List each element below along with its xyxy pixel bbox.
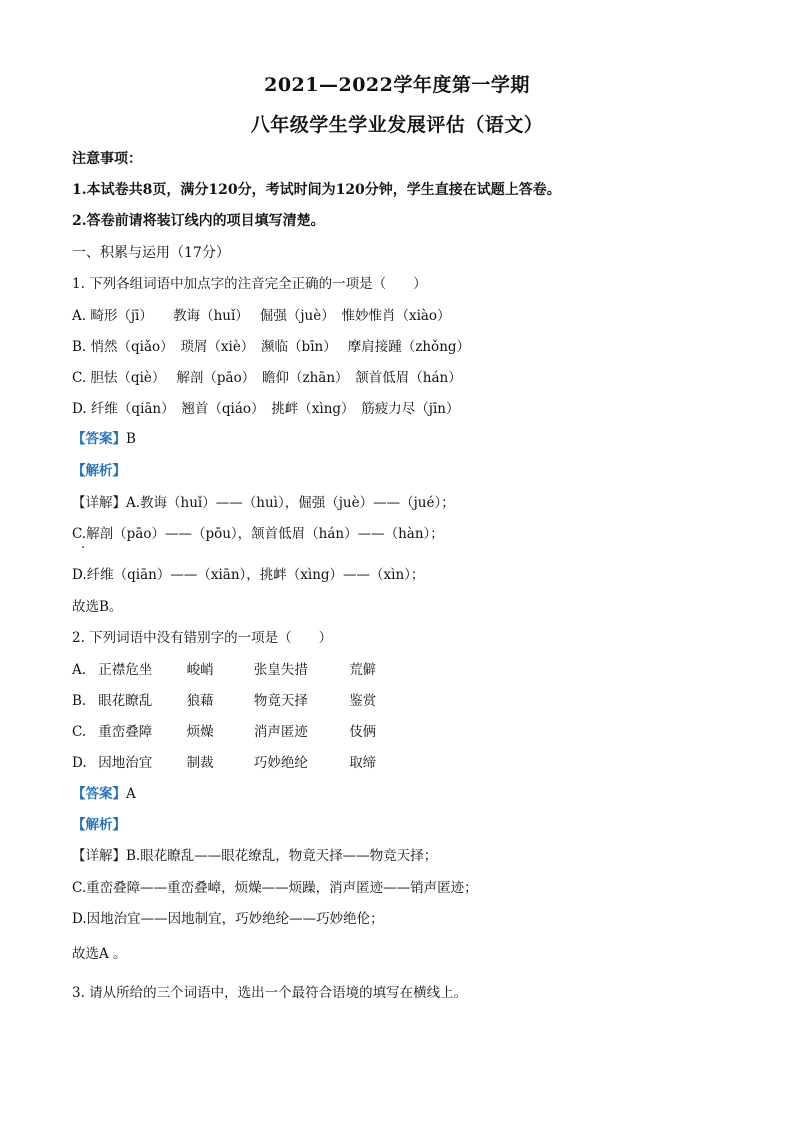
option-word: 峻峭 — [186, 662, 214, 678]
option-a: A. 畸形（jī） 教诲（huǐ） 倔强（juè） 惟妙惟肖（xiào） — [72, 308, 451, 324]
analysis-line — [72, 462, 126, 480]
option-letter: A. — [72, 662, 87, 678]
exam-subtitle: 八年级学生学业发展评估（语文） — [250, 114, 544, 136]
detail-text: A.教诲（huǐ）——（huì），倔强（juè）——（jué）； — [126, 495, 455, 511]
exam-title: 2021—2022学年度第一学期 — [264, 74, 530, 96]
answer-value: B — [126, 431, 136, 447]
option-d — [72, 754, 376, 772]
analysis-line — [72, 816, 126, 834]
option-word: 烦燥 — [186, 724, 214, 740]
answer-line — [72, 785, 136, 803]
option-word: 狼藉 — [186, 693, 214, 709]
conclusion: 故选A 。 — [72, 946, 127, 962]
detail-line — [72, 847, 437, 865]
conclusion: 故选B。 — [72, 599, 123, 615]
detail-text: B.眼花瞭乱——眼花缭乱，物竟天择——物竞天择； — [126, 848, 438, 864]
notice-item: 2.答卷前请将装订线内的项目填写清楚。 — [72, 213, 325, 229]
option-word: 物竟天择 — [253, 693, 308, 709]
question-stem: 1. 下列各组词语中加点字的注音完全正确的一项是（ ） — [72, 276, 427, 292]
option-word: 消声匿迹 — [253, 724, 308, 740]
analysis-tag: 【解析】 — [72, 817, 126, 833]
option-d: D. 纤维（qiān） 翘首（qiáo） 挑衅（xìng） 筋疲力尽（jīn） — [72, 401, 460, 417]
option-word: 制裁 — [186, 755, 214, 771]
notice-item: 1.本试卷共8页，满分120分，考试时间为120分钟，学生直接在试题上答卷。 — [72, 182, 561, 198]
option-word: 眼花瞭乱 — [98, 693, 153, 709]
detail-tag: 【详解】 — [72, 495, 126, 511]
option-b — [72, 692, 376, 710]
detail-line: C.解剖（pāo）——（pōu），颔首低眉（hán）——（hàn）； — [72, 526, 444, 542]
option-word: 因地治宜 — [98, 755, 153, 771]
option-letter: B. — [72, 693, 87, 709]
detail-tag: 【详解】 — [72, 848, 126, 864]
option-letter: D. — [72, 755, 87, 771]
option-word: 取缔 — [349, 755, 377, 771]
answer-line — [72, 430, 136, 448]
detail-line — [72, 494, 455, 512]
option-word: 重峦叠障 — [98, 724, 153, 740]
option-word: 鉴赏 — [349, 693, 377, 709]
question-stem: 2. 下列词语中没有错别字的一项是（ ） — [72, 630, 333, 646]
option-c: C. 胆怯（qiè） 解剖（pāo） 瞻仰（zhān） 颔首低眉（hán） — [72, 370, 462, 386]
option-word: 荒僻 — [349, 662, 377, 678]
option-b: B. 悄然（qiǎo） 琐屑（xiè） 濒临（bīn） 摩肩接踵（zhǒng） — [72, 339, 471, 355]
option-word: 伎俩 — [349, 724, 377, 740]
question-stem: 3. 请从所给的三个词语中，选出一个最符合语境的填写在横线上。 — [72, 985, 468, 1001]
answer-tag: 【答案】 — [72, 786, 126, 802]
detail-line: D.因地治宜——因地制宜，巧妙绝纶——巧妙绝伦； — [72, 911, 384, 927]
analysis-tag: 【解析】 — [72, 463, 126, 479]
notice-heading: 注意事项： — [72, 151, 142, 167]
section-heading: 一、积累与运用（17分） — [72, 245, 230, 261]
detail-line: D.纤维（qiān）——（xiān），挑衅（xìng）——（xìn）； — [72, 567, 425, 583]
option-a — [72, 661, 376, 679]
answer-value: A — [126, 786, 136, 802]
stray-dot — [82, 546, 84, 548]
option-word: 巧妙绝纶 — [253, 755, 308, 771]
option-word: 正襟危坐 — [98, 662, 153, 678]
option-letter: C. — [72, 724, 87, 740]
answer-tag: 【答案】 — [72, 431, 126, 447]
detail-line: C.重峦叠障——重峦叠嶂，烦燥——烦躁，消声匿迹——销声匿迹； — [72, 880, 478, 896]
option-c — [72, 723, 376, 741]
option-word: 张皇失措 — [253, 662, 308, 678]
